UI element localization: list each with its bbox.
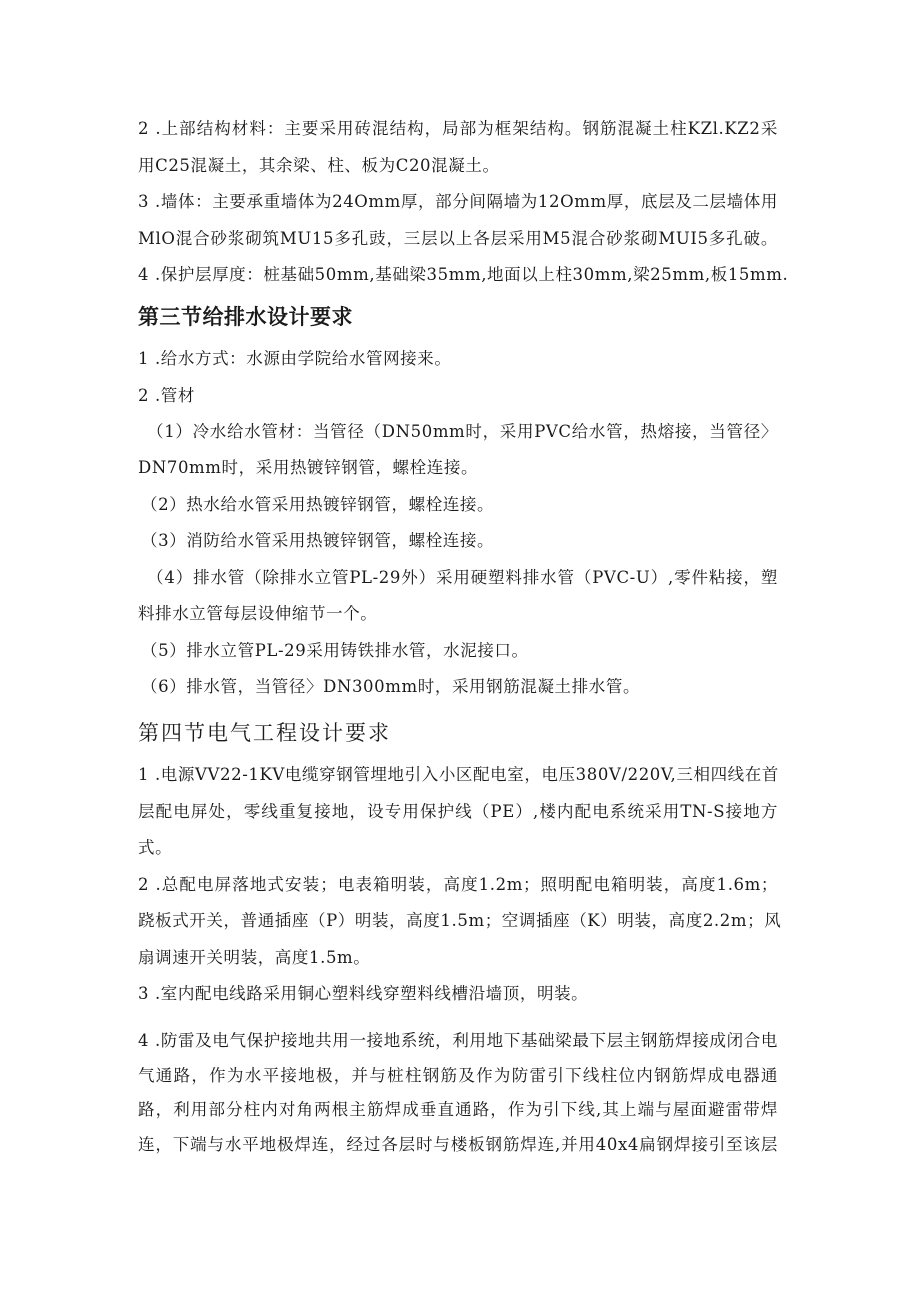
- text-line: （2）热水给水管采用热镀锌钢管，螺栓连接。: [141, 495, 495, 514]
- text-line: 连，下端与水平地极焊连，经过各层时与楼板钢筋焊连,并用40x4扁钢焊接引至该层: [138, 1135, 778, 1154]
- text-line: 1 .给水方式：水源由学院给水管网接来。: [138, 349, 452, 368]
- text-line: （3）消防给水管采用热镀锌钢管，螺栓连接。: [141, 531, 495, 550]
- text-line: 4 .防雷及电气保护接地共用一接地系统，利用地下基础梁最下层主钢筋焊接成闭合电: [138, 1031, 778, 1050]
- text-line: 式。: [138, 838, 173, 857]
- section-heading: 第四节电气工程设计要求: [138, 721, 391, 745]
- text-line: 层配电屏处，零线重复接地，设专用保护线（PE）,楼内配电系统采用TN-S接地方: [138, 802, 778, 821]
- text-line: 跷板式开关，普通插座（P）明装，高度1.5m；空调插座（K）明装，高度2.2m；风: [138, 911, 782, 930]
- text-line: MlO混合砂浆砌筑MU15多孔豉，三层以上各层采用M5混合砂浆砌MUI5多孔破。: [138, 229, 778, 248]
- text-line: （6）排水管，当管径〉DN300mm时，采用钢筋混凝土排水管。: [141, 677, 641, 696]
- text-line: 2 .管材: [138, 386, 195, 405]
- text-line: 4 .保护层厚度：桩基础50mm,基础梁35mm,地面以上柱30mm,梁25mm,板15mm.: [138, 265, 789, 284]
- text-line: 料排水立管每层设伸缩节一个。: [138, 604, 378, 623]
- text-line: 扇调速开关明装，高度1.5m。: [138, 948, 371, 967]
- text-line: DN70mm时，采用热镀锌钢管，螺栓连接。: [138, 458, 479, 477]
- text-line: 2 .上部结构材料：主要采用砖混结构，局部为框架结构。钢筋混凝土柱KZl.KZ2采: [138, 119, 778, 138]
- text-line: 气通路，作为水平接地极，并与桩柱钢筋及作为防雷引下线柱位内钢筋焊成电器通: [138, 1066, 778, 1085]
- text-line: 3 .室内配电线路采用铜心塑料线穿塑料线槽沿墙顶，明装。: [138, 984, 589, 1003]
- text-line: （4）排水管（除排水立管PL-29外）采用硬塑料排水管（PVC-U）,零件粘接，塑: [147, 568, 778, 587]
- text-line: 路，利用部分柱内对角两根主筋焊成垂直通路，作为引下线,其上端与屋面避雷带焊: [138, 1100, 778, 1119]
- text-line: 2 .总配电屏落地式安装；电表箱明装，高度1.2m；照明配电箱明装，高度1.6m；: [138, 875, 778, 894]
- text-line: 用C25混凝土，其余梁、柱、板为C20混凝土。: [138, 156, 500, 175]
- text-line: 3 .墙体：主要承重墙体为24Omm厚，部分间隔墙为12Omm厚，底层及二层墙体用: [138, 192, 778, 211]
- text-line: （5）排水立管PL-29采用铸铁排水管，水泥接口。: [141, 641, 529, 660]
- text-line: 1 .电源VV22-1KV电缆穿钢管埋地引入小区配电室，电压380V/220V,三相四线在首: [138, 765, 779, 784]
- text-line: （1）冷水给水管材：当管径（DN50mm时，采用PVC给水管，热熔接，当管径〉: [147, 422, 778, 441]
- section-heading: 第三节给排水设计要求: [138, 305, 353, 329]
